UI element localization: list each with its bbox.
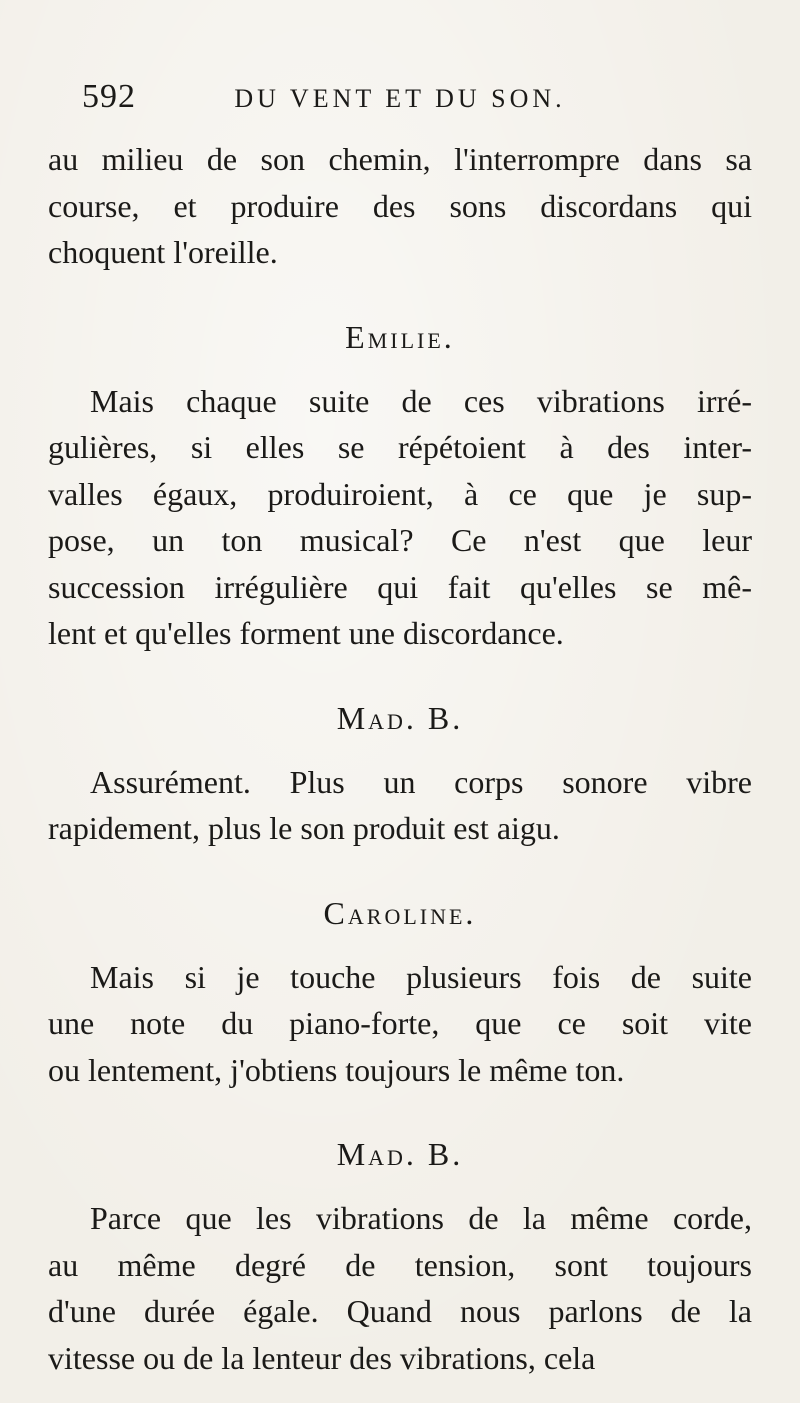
- text-line: lent et qu'elles forment une discordance.: [48, 615, 564, 651]
- text-line: au même degré de tension, sont toujours: [48, 1246, 752, 1283]
- paragraph: [48, 1195, 752, 1381]
- page-number: 592: [82, 78, 136, 115]
- text-line: Assurément. Plus un corps sonore vibre: [90, 763, 752, 800]
- text-line: succession irrégulière qui fait qu'elles se mê-: [48, 568, 752, 605]
- text-line: Parce que les vibrations de la même corde,: [90, 1200, 752, 1236]
- text-line: au milieu de son chemin, l'interrompre dans sa: [48, 141, 752, 177]
- paragraph: [48, 378, 752, 657]
- paragraph: [48, 136, 752, 276]
- running-title: DU VENT ET DU SON.: [234, 84, 566, 113]
- text-line: choquent l'oreille.: [48, 234, 278, 270]
- text-line: gulières, si elles se répétoient à des inter-: [48, 429, 752, 465]
- text-line: une note du piano-forte, que ce soit vite: [48, 1005, 752, 1041]
- text-line: Mais si je touche plusieurs fois de suite: [90, 958, 752, 995]
- paragraph: [48, 759, 752, 852]
- text-line: valles égaux, produiroient, à ce que je sup-: [48, 475, 752, 512]
- text-line: course, et produire des sons discordans qui: [48, 187, 752, 224]
- text-line: d'une durée égale. Quand nous parlons de la: [48, 1293, 752, 1329]
- speaker-name: Caroline.: [323, 894, 477, 931]
- text-line: rapidement, plus le son produit est aigu.: [48, 810, 560, 846]
- text-line: vitesse ou de la lenteur des vibrations, cela: [48, 1339, 596, 1376]
- text-line: pose, un ton musical? Ce n'est que leur: [48, 522, 752, 558]
- text-line: ou lentement, j'obtiens toujours le même ton.: [48, 1051, 625, 1088]
- speaker-name: Mad. B.: [336, 699, 464, 736]
- text-line: Mais chaque suite de ces vibrations irré-: [90, 382, 752, 419]
- speaker-name: Emilie.: [345, 318, 455, 355]
- page-body: [48, 136, 752, 1381]
- paragraph: [48, 954, 752, 1094]
- page-header: [48, 78, 752, 130]
- speaker-name: Mad. B.: [336, 1136, 464, 1172]
